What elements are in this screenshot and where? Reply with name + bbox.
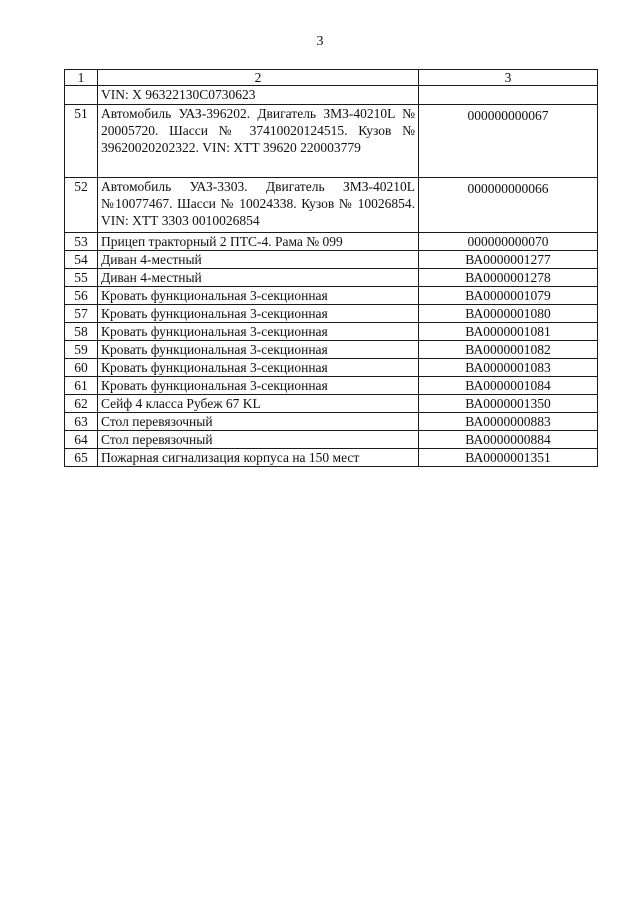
description-cell: Сейф 4 класса Рубеж 67 KL xyxy=(98,395,419,413)
table-row xyxy=(65,178,598,233)
row-number-cell: 57 xyxy=(65,305,98,323)
row-number-cell xyxy=(65,86,98,105)
table-row-continuation xyxy=(65,86,598,105)
description-cell: Кровать функциональная 3-секционная xyxy=(98,287,419,305)
table-row xyxy=(65,359,598,377)
row-number-cell: 64 xyxy=(65,431,98,449)
table-row xyxy=(65,449,598,467)
table-row xyxy=(65,105,598,178)
code-cell: ВА0000001350 xyxy=(419,395,598,413)
description-cell: Пожарная сигнализация корпуса на 150 мест xyxy=(98,449,419,467)
code-cell: ВА0000001351 xyxy=(419,449,598,467)
column-header-1: 1 xyxy=(65,70,98,86)
row-number-cell: 53 xyxy=(65,233,98,251)
table-row xyxy=(65,413,598,431)
row-number-cell: 62 xyxy=(65,395,98,413)
code-cell: ВА0000001083 xyxy=(419,359,598,377)
code-cell: ВА0000000884 xyxy=(419,431,598,449)
code-cell: ВА0000001080 xyxy=(419,305,598,323)
table-row xyxy=(65,395,598,413)
code-cell xyxy=(419,86,598,105)
table-row xyxy=(65,377,598,395)
description-cell: Стол перевязочный xyxy=(98,431,419,449)
row-number-cell: 52 xyxy=(65,178,98,233)
description-cell: Автомобиль УАЗ-3303. Двигатель ЗМЗ-40210L №10077467. Шасси № 10024338. Кузов № 10026854. VIN: ХТТ 3303 0010026854 xyxy=(98,178,419,233)
row-number-cell: 65 xyxy=(65,449,98,467)
description-cell: Диван 4-местный xyxy=(98,269,419,287)
code-cell: 000000000067 xyxy=(419,105,598,178)
description-cell: Кровать функциональная 3-секционная xyxy=(98,305,419,323)
column-header-2: 2 xyxy=(98,70,419,86)
table-row xyxy=(65,431,598,449)
row-number-cell: 55 xyxy=(65,269,98,287)
code-cell: ВА0000001277 xyxy=(419,251,598,269)
code-cell: 000000000070 xyxy=(419,233,598,251)
code-cell: ВА0000001079 xyxy=(419,287,598,305)
row-number-cell: 60 xyxy=(65,359,98,377)
row-number-cell: 54 xyxy=(65,251,98,269)
table-row xyxy=(65,287,598,305)
row-number-cell: 58 xyxy=(65,323,98,341)
table-header-row xyxy=(65,70,598,86)
row-number-cell: 63 xyxy=(65,413,98,431)
description-cell: Кровать функциональная 3-секционная xyxy=(98,341,419,359)
description-cell: VIN: X 96322130C0730623 xyxy=(98,86,419,105)
table-row xyxy=(65,269,598,287)
table-row xyxy=(65,305,598,323)
table-row xyxy=(65,233,598,251)
description-cell: Прицеп тракторный 2 ПТС-4. Рама № 099 xyxy=(98,233,419,251)
table-row xyxy=(65,341,598,359)
column-header-3: 3 xyxy=(419,70,598,86)
code-cell: ВА0000001278 xyxy=(419,269,598,287)
row-number-cell: 56 xyxy=(65,287,98,305)
code-cell: ВА0000001084 xyxy=(419,377,598,395)
row-number-cell: 51 xyxy=(65,105,98,178)
table-row xyxy=(65,251,598,269)
inventory-table xyxy=(64,69,598,467)
description-cell: Кровать функциональная 3-секционная xyxy=(98,359,419,377)
table-row xyxy=(65,323,598,341)
description-cell: Диван 4-местный xyxy=(98,251,419,269)
code-cell: ВА0000001082 xyxy=(419,341,598,359)
description-cell: Стол перевязочный xyxy=(98,413,419,431)
code-cell: 000000000066 xyxy=(419,178,598,233)
code-cell: ВА0000001081 xyxy=(419,323,598,341)
code-cell: ВА0000000883 xyxy=(419,413,598,431)
row-number-cell: 61 xyxy=(65,377,98,395)
page-number: 3 xyxy=(316,34,324,49)
description-cell: Автомобиль УАЗ-396202. Двигатель ЗМЗ-40210L № 20005720. Шасси № 37410020124515. Кузов № 39620020202322. VIN: ХТТ 39620 220003779 xyxy=(98,105,419,178)
description-cell: Кровать функциональная 3-секционная xyxy=(98,377,419,395)
row-number-cell: 59 xyxy=(65,341,98,359)
description-cell: Кровать функциональная 3-секционная xyxy=(98,323,419,341)
